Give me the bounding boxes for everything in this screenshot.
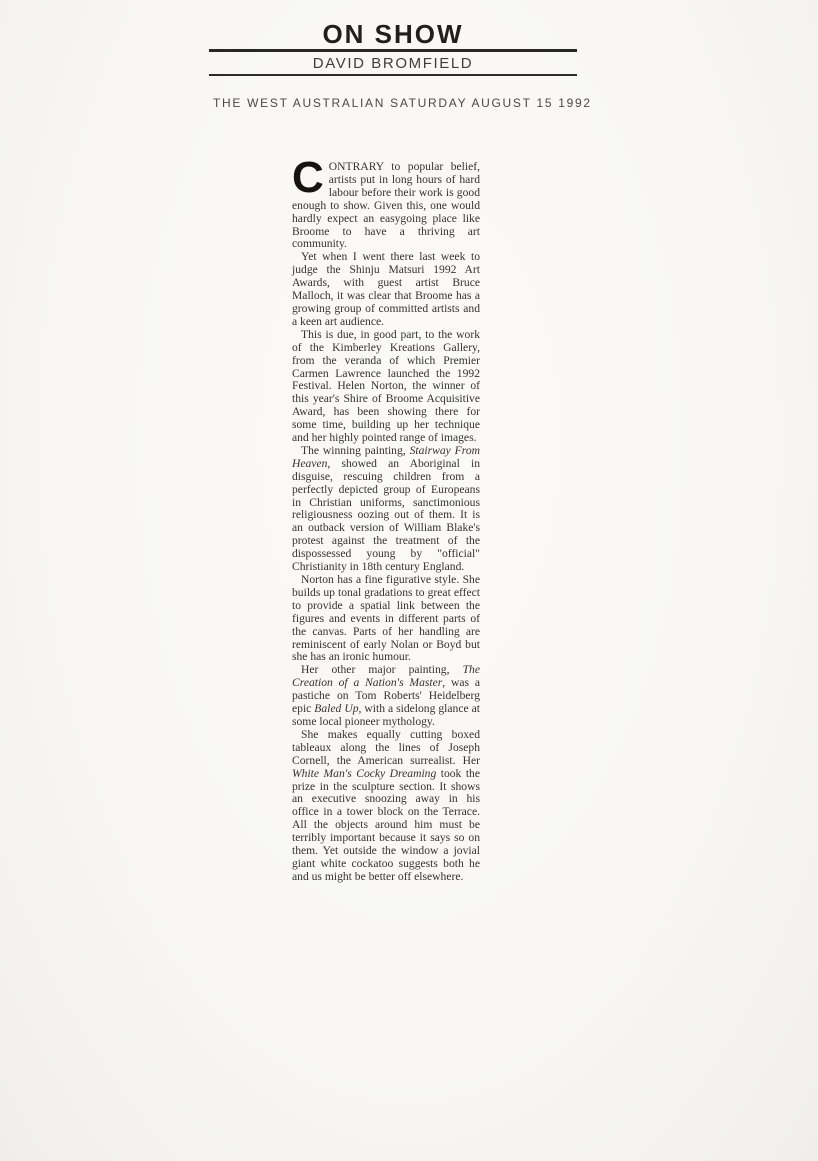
article-column: [292, 153, 480, 884]
body-text: ONTRARY to popular belief, artists put in long hours of hard labour before their work is good enough to show. Given this, one would hardly expect an easygoing place like Broome to have a thriving art community.: [292, 160, 480, 251]
column-title: ON SHOW: [322, 19, 464, 49]
artwork-title: Stairway From Heaven: [292, 443, 480, 470]
artwork-title: The Creation of a Nation's Master: [292, 663, 480, 690]
masthead-rule-bottom: [209, 74, 577, 76]
article-masthead: [209, 21, 577, 76]
body-text: Her other major painting,: [301, 663, 463, 677]
body-text: , with a sidelong glance at some local pioneer mythology.: [292, 702, 480, 728]
body-text: The winning painting,: [301, 443, 410, 457]
article-paragraph: [292, 153, 480, 251]
body-text: Yet when I went there last week to judge the Shinju Matsuri 1992 Art Awards, with guest artist Bruce Malloch, it was clear that Broome has a growing group of committed artists and a keen art audience.: [292, 250, 480, 328]
article-paragraph: [292, 574, 480, 664]
byline: DAVID BROMFIELD: [312, 55, 474, 72]
article-paragraph: [292, 445, 480, 574]
publication-dateline: THE WEST AUSTRALIAN SATURDAY AUGUST 15 1992: [213, 96, 592, 110]
body-text: took the prize in the sculpture section. It shows an executive snoozing away in his office in a tower block on the Terrace. All the objects around him must be terribly important because it says so on them. Yet outside the window a jovial giant white cockatoo suggests both he and us might be better off elsewhere.: [292, 766, 480, 883]
body-text: She makes equally cutting boxed tableaux along the lines of Joseph Cornell, the American surrealist. Her: [292, 727, 480, 767]
drop-cap: C: [292, 153, 324, 202]
article-paragraph: [292, 729, 480, 884]
body-text: This is due, in good part, to the work of the Kimberley Kreations Gallery, from the veranda of which Premier Carmen Lawrence launched the 1992 Festival. Helen Norton, the winner of this year's Shire of Broome Acquisitive Award, has been showing there for some time, building up her technique and her highly pointed range of images.: [292, 327, 480, 445]
body-text: Norton has a fine figurative style. She builds up tonal gradations to great effect to provide a spatial link between the figures and events in different parts of the canvas. Parts of her handling are reminiscent of early Nolan or Boyd but she has an ironic humour.: [292, 573, 480, 664]
article-paragraph: [292, 329, 480, 445]
article-paragraph: [292, 664, 480, 729]
body-text: , showed an Aboriginal in disguise, rescuing children from a perfectly depicted group of Europeans in Christian uniforms, sanctimonious religiousness oozing out of them. It is an outback version of William Blake's protest against the treatment of the dispossessed young by "official" Christianity in 18th century England.: [292, 456, 480, 574]
article-paragraph: [292, 251, 480, 328]
body-text: , was a pastiche on Tom Roberts' Heidelberg epic: [292, 676, 480, 716]
artwork-title: Baled Up: [314, 702, 359, 716]
artwork-title: White Man's Cocky Dreaming: [292, 766, 437, 780]
